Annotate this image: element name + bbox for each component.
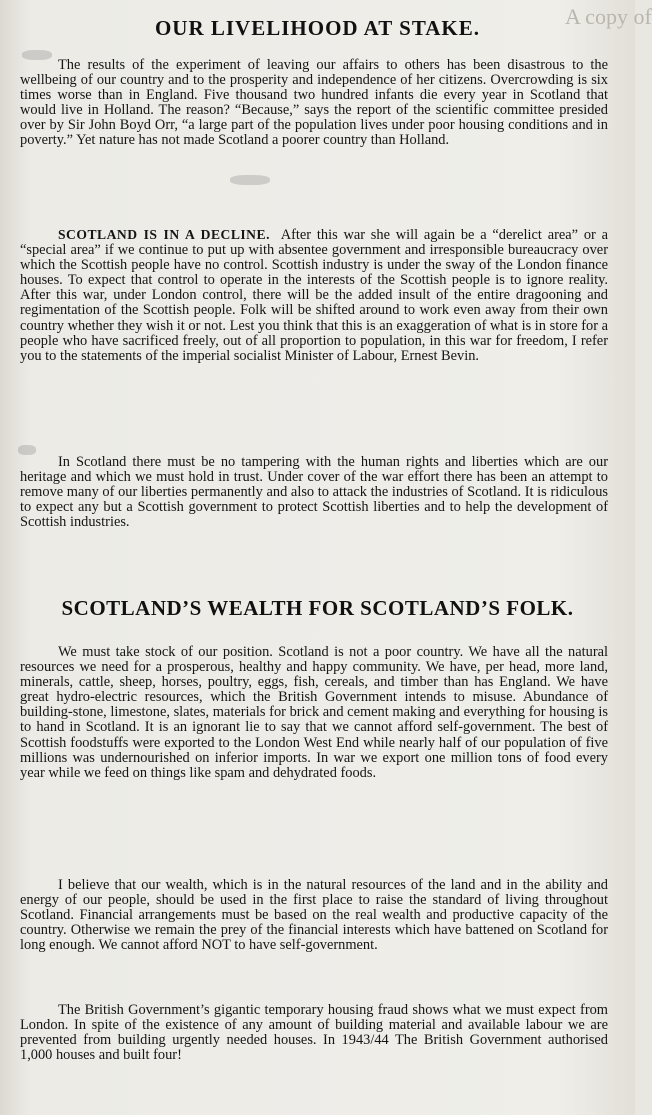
lead-in-decline: SCOTLAND IS IN A DECLINE.: [58, 227, 270, 242]
ink-smudge: [230, 175, 270, 185]
heading-livelihood: OUR LIVELIHOOD AT STAKE.: [154, 16, 481, 40]
ink-smudge: [22, 50, 52, 60]
paragraph-wealth-2: I believe that our wealth, which is in the natural resources of the land and in the ability and energy of our people, should be used in the first place to raise the standard of living throughout Scotland. Financial arrangements must be based on the real wealth and productive capacity of the country. Otherwise we remain the prey of the financial interests which have battened on Scotland for long enough. We cannot afford NOT to have self-government.: [20, 877, 608, 954]
bleed-through-text: A copy of: [565, 4, 652, 29]
paragraph-livelihood-2: [20, 227, 608, 364]
paragraph-livelihood-2-body: After this war she will again be a “derelict area” or a “special area” if we continue to put up with absentee government and irresponsible bureaucracy over which the Scottish people have no control. Scottish industry is under the sway of the London finance houses. To expect that control to operate in the interests of the Scottish people is to ignore reality. After this war, under London control, there will be the added insult of the entire dragooning and regimentation of the Scottish people. Folk will be shifted around to work even away from their own country whether they wish it or not. Lest you think that this is an exaggeration of what is in store for a people who have sacrificed freely, out of all proportion to population, in this war for freedom, I refer you to the statements of the imperial socialist Minister of Labour, Ernest Bevin.: [20, 227, 608, 364]
paragraph-livelihood-1: The results of the experiment of leaving our affairs to others has been disastrous to the wellbeing of our country and to the prosperity and independence of her citizens. Overcrowding is six times worse than in England. Five thousand two hundred infants die every year in Scotland that would live in Holland. The reason? “Because,” says the report of the scientific committee presided over by Sir John Boyd Orr, “a large part of the population lives under poor housing conditions and in poverty.” Yet nature has not made Scotland a poorer country than Holland.: [20, 57, 608, 149]
paragraph-livelihood-3: In Scotland there must be no tampering with the human rights and liberties which are our heritage and which we must hold in trust. Under cover of the war effort there has been an attempt to remove many of our liberties permanently and also to attack the industries of Scotland. It is ridiculous to expect any but a Scottish government to protect Scottish liberties and to help the development of Scottish industries.: [20, 454, 608, 531]
paragraph-wealth-3: The British Government’s gigantic temporary housing fraud shows what we must expect from London. In spite of the existence of any amount of building material and available labour we are prevented from building urgently needed houses. In 1943/44 The British Government authorised 1,000 houses and built four!: [20, 1002, 608, 1064]
heading-wealth: SCOTLAND’S WEALTH FOR SCOTLAND’S FOLK.: [61, 596, 574, 620]
paragraph-wealth-1: We must take stock of our position. Scotland is not a poor country. We have all the natural resources we need for a prosperous, healthy and happy community. We have, per head, more land, minerals, cattle, sheep, horses, poultry, eggs, fish, cereals, and timber than has England. We have great hydro-electric resources, which the British Government intends to misuse. Abundance of building-stone, limestone, slates, materials for brick and cement making and everything for housing is to hand in Scotland. It is an ignorant lie to say that we cannot afford self-government. The best of Scottish foodstuffs were exported to the London West End while nearly half of our population of five millions was undernourished on inferior imports. In war we export one million tons of food every year while we feed on things like spam and dehydrated foods.: [20, 644, 608, 781]
ink-smudge: [18, 445, 36, 455]
